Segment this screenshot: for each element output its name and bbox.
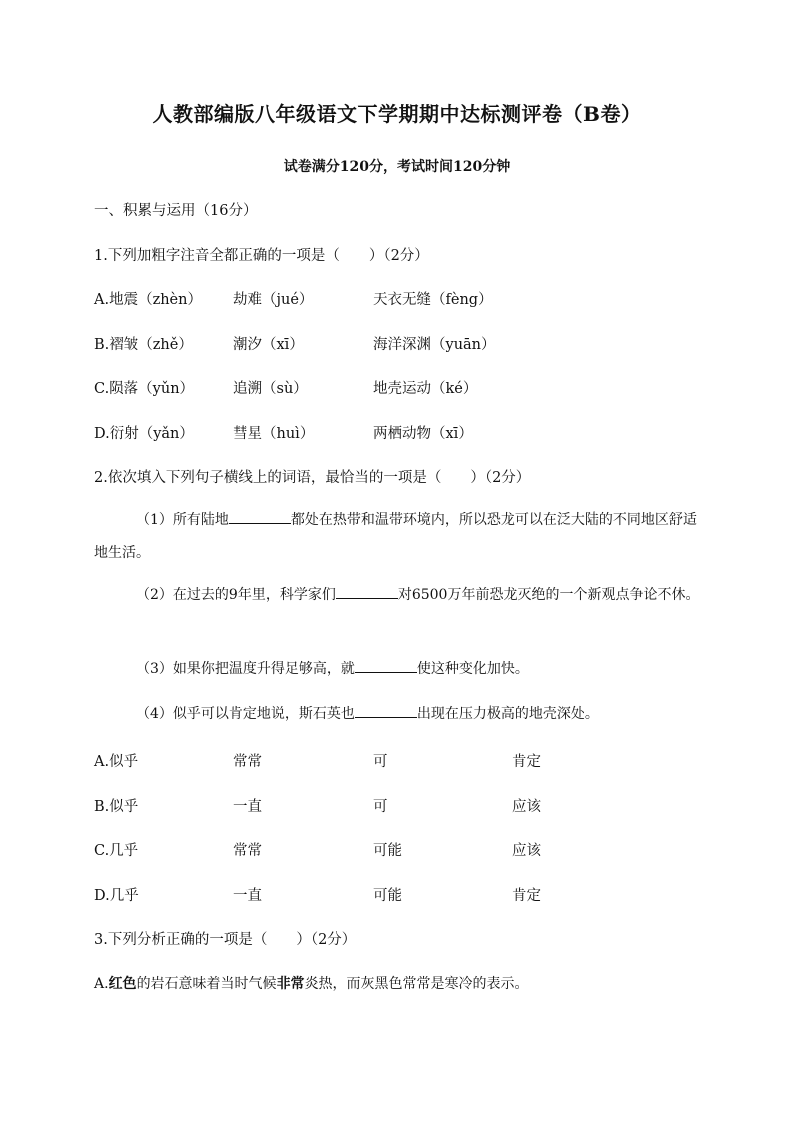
- sentence-suffix: 使这种变化加快。: [416, 661, 529, 677]
- option-col-2: 一直: [233, 888, 262, 904]
- option-col-3: 海洋深渊（yuān）: [373, 337, 496, 353]
- question-2-sentence-3: [94, 653, 704, 686]
- option-col-4: 肯定: [512, 754, 541, 770]
- option-col-2: 常常: [233, 754, 262, 770]
- option-col-1: C.陨落（yǔn）: [94, 381, 195, 397]
- option-col-1: A.似乎: [94, 754, 139, 770]
- option-col-1: B.褶皱（zhě）: [94, 337, 193, 353]
- option-col-2: 劫难（jué）: [233, 292, 314, 308]
- question-2-stem: 2.依次填入下列句子横线上的词语，最恰当的一项是（ ）（2分）: [94, 470, 531, 486]
- exam-subtitle: 试卷满分120分，考试时间120分钟: [283, 159, 511, 175]
- sentence-prefix: （1）所有陆地: [136, 512, 229, 528]
- question-3-option-a: [94, 973, 529, 993]
- fill-blank: [355, 703, 417, 718]
- option-col-1: B.似乎: [94, 799, 139, 815]
- sentence-suffix: 对6500万年前恐龙灭绝的一个新观点争论不休。: [397, 587, 700, 603]
- sentence-suffix: 出现在压力极高的地壳深处。: [416, 706, 599, 722]
- option-col-3: 天衣无缝（fèng）: [373, 292, 493, 308]
- option-col-4: 应该: [512, 843, 541, 859]
- option-col-2: 追溯（sù）: [233, 381, 308, 397]
- option-col-2: 常常: [233, 843, 262, 859]
- option-text: 的岩石意味着当时气候: [136, 976, 277, 992]
- option-col-3: 可: [373, 754, 388, 770]
- option-col-2: 一直: [233, 799, 262, 815]
- option-col-3: 可能: [373, 843, 402, 859]
- option-col-4: 应该: [512, 799, 541, 815]
- question-2-sentence-1: [94, 504, 704, 570]
- option-col-2: 彗星（huì）: [233, 426, 315, 442]
- fill-blank: [355, 658, 417, 673]
- question-1-stem: 1.下列加粗字注音全都正确的一项是（ ）（2分）: [94, 248, 429, 264]
- sentence-prefix: （4）似乎可以肯定地说，斯石英也: [136, 706, 355, 722]
- option-col-1: A.地震（zhèn）: [94, 292, 202, 308]
- option-col-4: 肯定: [512, 888, 541, 904]
- bold-word: 红色: [108, 976, 137, 992]
- question-2-sentence-2: [94, 579, 704, 612]
- sentence-suffix: 都处在热带和温带环境内，所以恐龙可以在泛大陆的不同地区舒适地生活。: [94, 512, 697, 561]
- option-col-3: 可: [373, 799, 388, 815]
- option-col-1: D.几乎: [94, 888, 139, 904]
- option-col-3: 两栖动物（xī）: [373, 426, 473, 442]
- sentence-prefix: （3）如果你把温度升得足够高，就: [136, 661, 355, 677]
- exam-title: 人教部编版八年级语文下学期期中达标测评卷（B卷）: [152, 102, 642, 126]
- section-heading: 一、积累与运用（16分）: [94, 203, 258, 219]
- option-col-1: C.几乎: [94, 843, 139, 859]
- fill-blank: [336, 584, 398, 599]
- option-text: 炎热，而灰黑色常常是寒冷的表示。: [304, 976, 529, 992]
- option-col-1: D.衍射（yǎn）: [94, 426, 194, 442]
- option-col-3: 地壳运动（ké）: [373, 381, 478, 397]
- question-3-stem: 3.下列分析正确的一项是（ ）（2分）: [94, 932, 357, 948]
- option-prefix: A.: [94, 976, 109, 992]
- question-2-sentence-4: [94, 698, 704, 731]
- option-col-2: 潮汐（xī）: [233, 337, 304, 353]
- bold-word: 非常: [276, 976, 305, 992]
- sentence-prefix: （2）在过去的9年里，科学家们: [136, 587, 336, 603]
- fill-blank: [229, 509, 291, 524]
- option-col-3: 可能: [373, 888, 402, 904]
